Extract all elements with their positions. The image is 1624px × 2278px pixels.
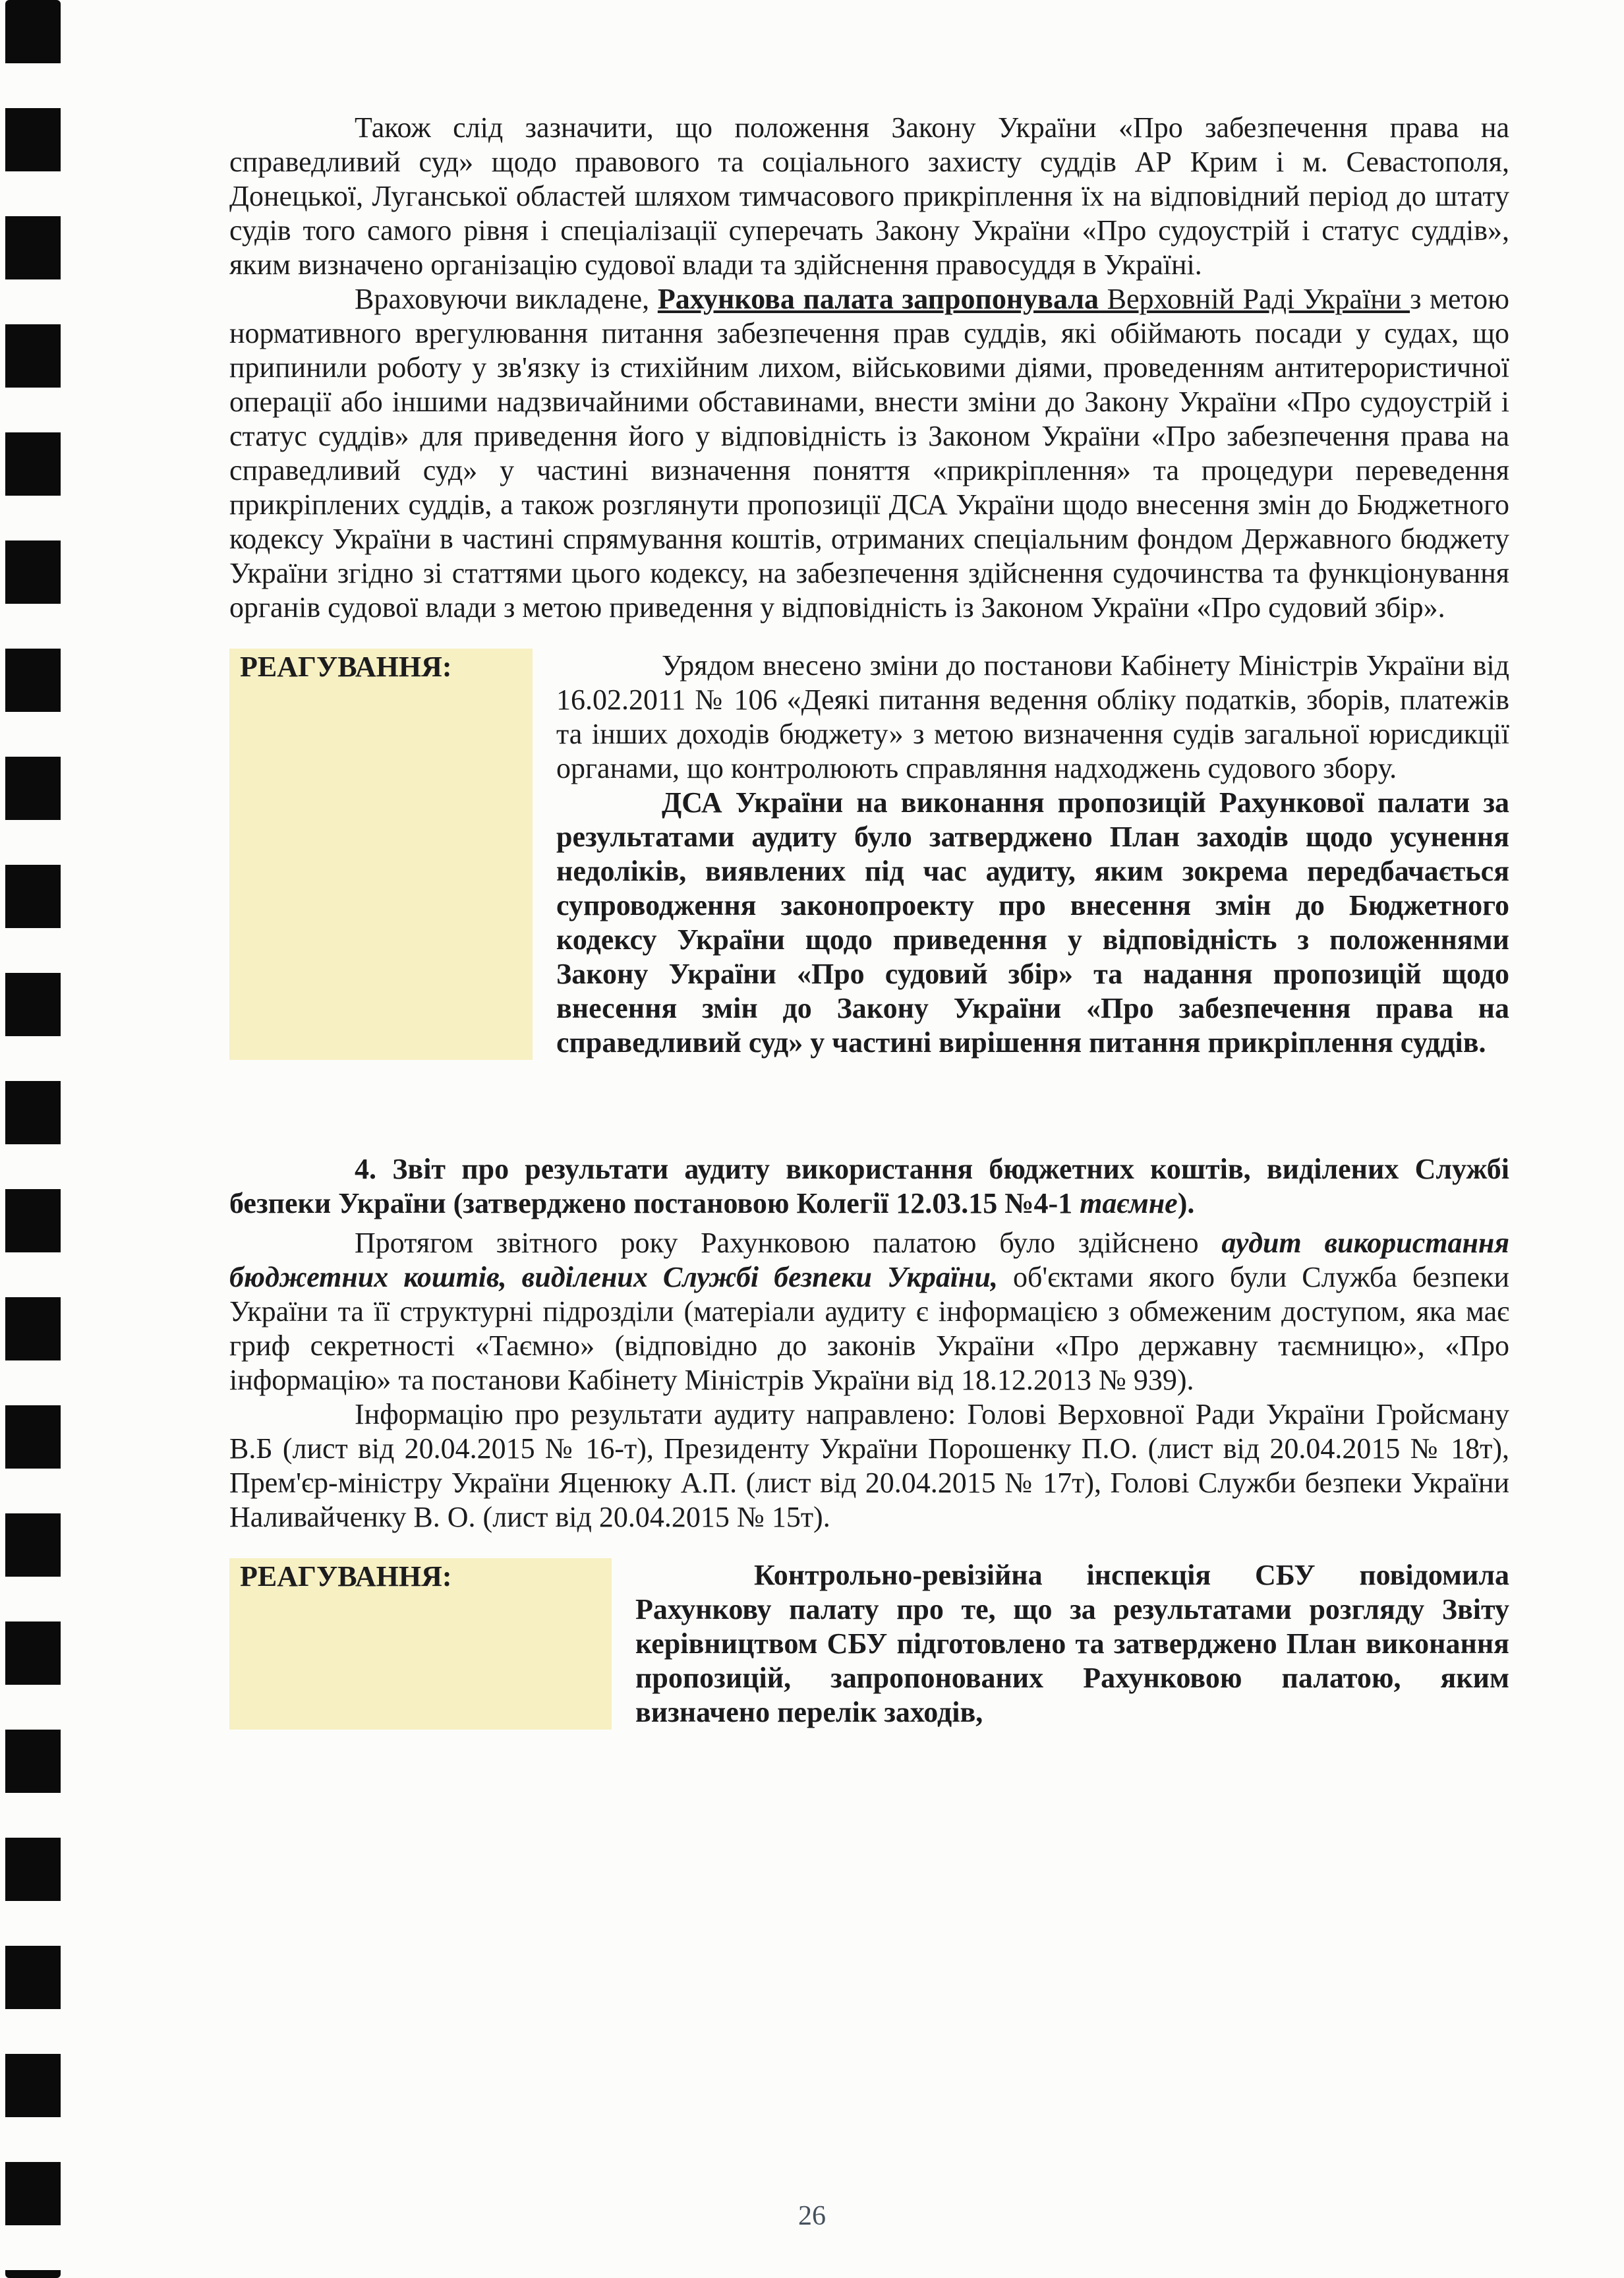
text-run-bold-underline: Рахункова палата запропонувала — [657, 283, 1099, 315]
reaction-paragraph-bold: ДСА України на виконання пропозицій Рахункової палати за результатами аудиту було затверджено План заходів щодо усунення недоліків, виявлених під час аудиту, яким зокрема передбачається супроводження законопроекту про внесення змін до Бюджетного кодексу України щодо приведення у відповідність з положеннями Закону України «Про судовий збір» та надання пропозицій щодо внесення змін до Закону України «Про забезпечення права на справедливий суд» у частині вирішення питання прикріплення суддів. — [556, 786, 1509, 1059]
text-run: об'єктами якого були Служба безпеки України та її структурні підрозділи (матеріали аудиту є інформацією з обмеженим доступом, яка має гриф секретності «Таємно» (відповідно до законів України «Про державну таємницю», «Про інформацію» та постанови Кабінету Міністрів України від 18.12.2013 № 939). — [229, 1261, 1509, 1396]
reaction-label: РЕАГУВАННЯ: — [240, 651, 452, 683]
paragraph-audit-recipients: Інформацію про результати аудиту направлено: Голові Верховної Ради України Гройсману В.Б (лист від 20.04.2015 № 16-т), Президенту України Порошенку П.О. (лист від 20.04.2015 № 18т), Прем'єр-міністру України Яценюку А.П. (лист від 20.04.2015 № 17т), Голові Служби безпеки України Наливайченку В. О. (лист від 20.04.2015 № 15т). — [229, 1398, 1509, 1533]
reaction-block-2 — [229, 1558, 1509, 1730]
reaction-highlight — [229, 649, 533, 1060]
text-run: Враховуючи викладене, — [355, 283, 658, 315]
text-run-bold-italic: аудит використання бюджетних коштів, виділених Службі безпеки України, — [229, 1227, 1509, 1293]
text-run: Протягом звітного року Рахунковою палатою було здійснено — [355, 1227, 1222, 1259]
text-run: 4. Звіт про результати аудиту використання бюджетних коштів, виділених Службі безпеки України (затверджено постановою Колегії 12.03.15 №4-1 — [229, 1153, 1509, 1219]
text-run-underline: Верховній Раді України — [1099, 283, 1410, 315]
reaction-text-column — [556, 649, 1509, 1060]
reaction-highlight — [229, 1558, 612, 1730]
reaction-paragraph-bold: Контрольно-ревізійна інспекція СБУ повідомила Рахункову палату про те, що за результатами розгляду Звіту керівництвом СБУ підготовлено та затверджено План виконання пропозицій, запропонованих Рахунковою палатою, яким визначено перелік заходів, — [635, 1559, 1509, 1728]
reaction-paragraph: Урядом внесено зміни до постанови Кабінету Міністрів України від 16.02.2011 № 106 «Деякі питання ведення обліку податків, зборів, платежів та інших доходів бюджету» з метою визначення судів загальної юрисдикції органами, що контролюють справляння надходжень судового збору. — [556, 649, 1509, 784]
text-run-bold-italic: таємне — [1080, 1187, 1178, 1219]
reaction-block-1 — [229, 649, 1509, 1060]
paragraph-law-conflict: Також слід зазначити, що положення Закону України «Про забезпечення права на справедливий суд» щодо правового та соціального захисту суддів АР Крим і м. Севастополя, Донецької, Луганської областей шляхом тимчасового прикріплення їх на відповідний період до штату судів того самого рівня і спеціалізації суперечать Закону України «Про судоустрій і статус суддів», яким визначено організацію судової влади та здійснення правосуддя в Україні. — [229, 111, 1509, 281]
page-number: 26 — [798, 2201, 826, 2231]
reaction-text-column — [635, 1558, 1509, 1730]
text-run: з метою нормативного врегулювання питання забезпечення прав суддів, які обіймають посади у судах, що припинили роботу у зв'язку із стихійним лихом, військовими діями, проведенням антитерористичної операції або іншими надзвичайними обставинами, внести зміни до Закону України «Про судоустрій і статус суддів» для приведення його у відповідність із Законом України «Про забезпечення права на справедливий суд» у частині визначення поняття «прикріплення» та процедури переведення прикріплених суддів, а також розглянути пропозиції ДСА України щодо внесення змін до Бюджетного кодексу України в частині спрямування коштів, отриманих спеціальним фондом Державного бюджету України згідно зі статтями цього кодексу, на забезпечення здійснення судочинства та функціонування органів судової влади з метою приведення у відповідність із Законом України «Про судовий збір». — [229, 283, 1509, 624]
paragraph-chamber-proposal — [229, 282, 1509, 625]
text-run: ). — [1177, 1187, 1195, 1219]
paragraph-audit-scope — [229, 1226, 1509, 1397]
page-content — [229, 111, 1509, 1730]
section-4-heading — [229, 1152, 1509, 1221]
spiral-binding — [5, 0, 61, 2278]
reaction-label: РЕАГУВАННЯ: — [240, 1560, 452, 1592]
